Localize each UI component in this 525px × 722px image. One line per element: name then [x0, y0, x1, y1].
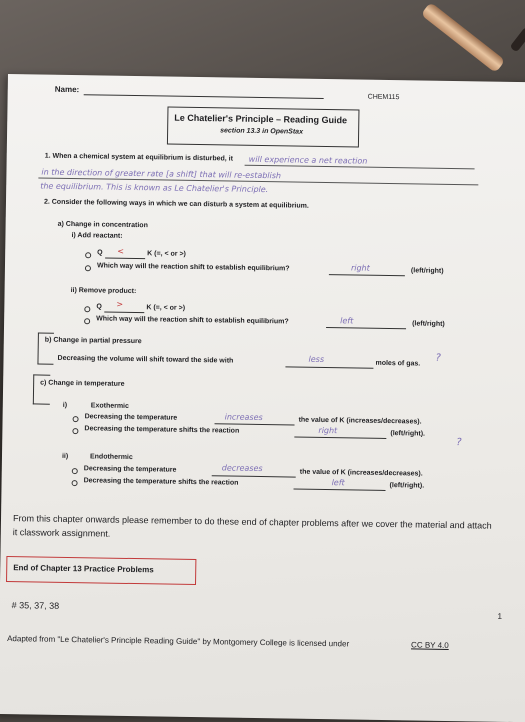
add-reactant-q-answer: <	[117, 246, 125, 256]
remove-product-q: Q	[96, 303, 102, 311]
remove-product-k: K (=, < or >)	[146, 304, 186, 312]
q1-answer-3: the equilibrium. This is known as Le Chatelier's Principle.	[40, 181, 269, 195]
remove-product-shift-answer: left	[340, 316, 354, 326]
remove-product-q-line	[104, 312, 144, 314]
exothermic-answer-1: increases	[224, 412, 263, 423]
add-reactant-k: K (=, < or >)	[147, 250, 186, 258]
add-reactant-options: (left/right)	[410, 267, 444, 275]
section-b-text: Decreasing the volume will shift toward the side with	[57, 354, 234, 365]
exothermic-line-1-end: the value of K (increases/decreases).	[298, 416, 422, 426]
exothermic-line-2-blank	[294, 437, 386, 439]
license-link[interactable]: CC BY 4.0	[411, 640, 449, 650]
reminder-text: From this chapter onwards please remember to do these end of chapter problems after we cover the material and attach it classwork assignment.	[12, 513, 492, 539]
q1-answer-2: in the direction of greater rate [a shift] that will re-establish	[41, 167, 282, 181]
page-number: 1	[497, 611, 503, 621]
endothermic-line-2-blank	[294, 489, 386, 491]
endothermic-answer-2: left	[331, 478, 345, 488]
exothermic-question-mark: ?	[456, 437, 462, 449]
q1-prompt: 1. When a chemical system at equilibrium is disturbed, it	[44, 152, 234, 163]
worksheet-page	[0, 74, 525, 722]
section-a-heading: a) Change in concentration	[57, 220, 148, 230]
endothermic-title: Endothermic	[89, 453, 133, 462]
section-b-answer: less	[308, 354, 325, 364]
exothermic-line-1: Decreasing the temperature	[84, 413, 178, 422]
section-b-heading: b) Change in partial pressure	[44, 336, 142, 346]
add-reactant-q-line	[105, 258, 145, 260]
exothermic-line-2: Decreasing the temperature shifts the reaction	[84, 425, 240, 435]
remove-product-shift-question: Which way will the reaction shift to establish equilibrium?	[96, 315, 289, 326]
add-reactant-q: Q	[97, 249, 103, 257]
section-b-question-mark: ?	[435, 352, 441, 364]
name-label: Name:	[54, 84, 80, 95]
bullet	[72, 428, 78, 434]
add-reactant-label: i) Add reactant:	[71, 232, 123, 240]
page-title: Le Chatelier's Principle – Reading Guide	[174, 112, 348, 126]
course-code: CHEM115	[367, 93, 400, 102]
remove-product-q-answer: >	[116, 299, 124, 309]
bullet	[84, 306, 90, 312]
endothermic-line-1-blank	[212, 475, 296, 477]
bullet	[73, 416, 79, 422]
practice-problems-list: # 35, 37, 38	[11, 600, 60, 611]
exothermic-number: i)	[62, 401, 68, 409]
section-b-suffix: moles of gas.	[375, 359, 421, 368]
endothermic-options: (left/right).	[389, 482, 425, 490]
endothermic-line-2: Decreasing the temperature shifts the reaction	[83, 477, 239, 487]
name-line	[84, 94, 324, 99]
endothermic-number: ii)	[61, 452, 69, 460]
section-b-line	[285, 366, 373, 368]
bullet	[85, 265, 91, 271]
exothermic-options: (left/right).	[390, 430, 426, 438]
q1-answer-1: will experience a net reaction	[248, 154, 368, 166]
bullet	[72, 468, 78, 474]
q2-prompt: 2. Consider the following ways in which we can disturb a system at equilibrium.	[43, 198, 309, 210]
endothermic-line-1-end: the value of K (increases/decreases).	[299, 468, 423, 478]
page-subtitle: section 13.3 in OpenStax	[220, 127, 304, 136]
add-reactant-shift-question: Which way will the reaction shift to establish equilibrium?	[96, 262, 290, 273]
bullet	[72, 480, 78, 486]
add-reactant-shift-answer: right	[350, 263, 370, 273]
add-reactant-shift-line	[329, 274, 405, 276]
remove-product-label: ii) Remove product:	[70, 287, 137, 296]
endothermic-line-1: Decreasing the temperature	[83, 465, 177, 474]
endothermic-answer-1: decreases	[221, 463, 263, 474]
exothermic-title: Exothermic	[90, 402, 129, 410]
exothermic-line-1-blank	[215, 423, 295, 425]
remove-product-options: (left/right)	[412, 320, 445, 328]
practice-problems-heading: End of Chapter 13 Practice Problems	[13, 563, 154, 575]
footer-attribution: Adapted from "Le Chatelier's Principle Reading Guide" by Montgomery College is licensed under	[7, 634, 350, 649]
bullet	[84, 318, 90, 324]
exothermic-answer-2: right	[318, 425, 338, 436]
section-c-heading: c) Change in temperature	[40, 379, 125, 388]
remove-product-shift-line	[326, 327, 406, 329]
bullet	[85, 252, 91, 258]
